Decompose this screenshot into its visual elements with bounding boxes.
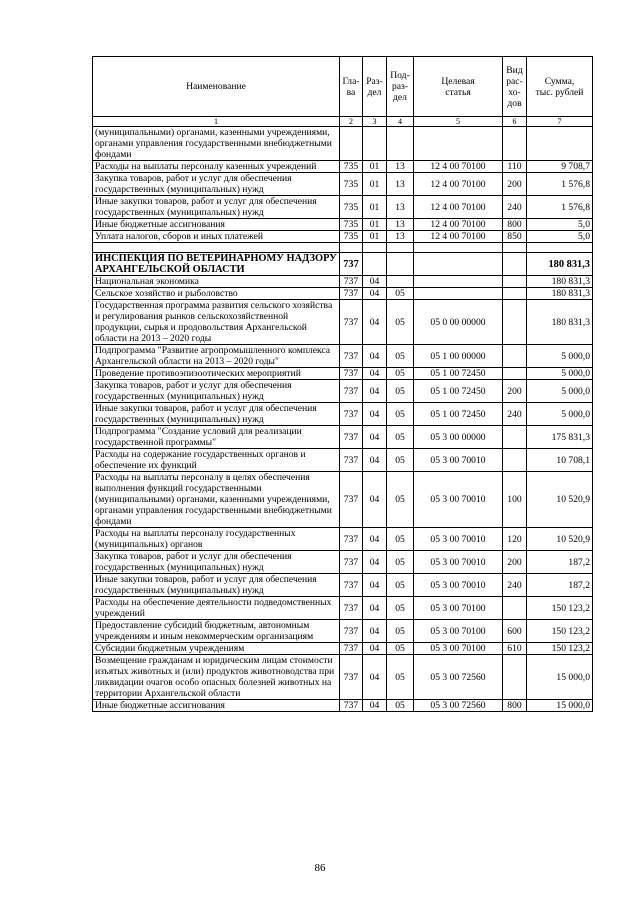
row-podrazdel: 05 [387, 403, 414, 426]
table-row [93, 643, 593, 655]
row-target: 05 3 00 72560 [414, 655, 503, 700]
row-glava: 737 [340, 368, 363, 380]
row-vid [503, 127, 527, 161]
header-podrazdel: Под- раз- дел [387, 57, 414, 117]
header-target: Целевая статья [414, 57, 503, 117]
row-podrazdel: 05 [387, 643, 414, 655]
row-podrazdel: 05 [387, 574, 414, 597]
column-number: 7 [527, 117, 593, 127]
row-vid: 200 [503, 380, 527, 403]
row-razdel: 04 [363, 700, 387, 712]
row-target: 12 4 00 70100 [414, 196, 503, 219]
table-row [93, 173, 593, 196]
table-row [93, 426, 593, 449]
row-target: 05 3 00 70100 [414, 597, 503, 620]
row-sum: 175 831,3 [527, 426, 593, 449]
row-vid: 200 [503, 551, 527, 574]
row-sum: 15 000,0 [527, 700, 593, 712]
row-target: 05 3 00 70100 [414, 643, 503, 655]
row-razdel: 04 [363, 472, 387, 528]
row-sum: 5 000,0 [527, 403, 593, 426]
row-glava: 737 [340, 380, 363, 403]
row-target: 12 4 00 70100 [414, 231, 503, 243]
table-row [93, 161, 593, 173]
row-sum: 180 831,3 [527, 253, 593, 276]
row-target: 05 3 00 00000 [414, 426, 503, 449]
row-target: 12 4 00 70100 [414, 219, 503, 231]
row-glava: 737 [340, 276, 363, 288]
row-podrazdel: 05 [387, 655, 414, 700]
row-vid: 110 [503, 161, 527, 173]
row-name: Закупка товаров, работ и услуг для обеспечения государственных (муниципальных) нужд [93, 380, 340, 403]
row-vid [503, 253, 527, 276]
table-row [93, 655, 593, 700]
row-razdel: 04 [363, 426, 387, 449]
row-razdel: 01 [363, 161, 387, 173]
row-glava: 737 [340, 528, 363, 551]
row-podrazdel: 05 [387, 597, 414, 620]
row-glava: 737 [340, 426, 363, 449]
row-name: Субсидии бюджетным учреждениям [93, 643, 340, 655]
table-row [93, 368, 593, 380]
row-name: Иные закупки товаров, работ и услуг для обеспечения государственных (муниципальных) нужд [93, 196, 340, 219]
row-glava: 737 [340, 288, 363, 300]
row-glava: 737 [340, 253, 363, 276]
row-razdel: 04 [363, 655, 387, 700]
row-vid [503, 449, 527, 472]
row-razdel: 01 [363, 173, 387, 196]
row-sum: 5 000,0 [527, 380, 593, 403]
row-target: 05 1 00 72450 [414, 403, 503, 426]
row-sum: 9 708,7 [527, 161, 593, 173]
row-razdel: 04 [363, 597, 387, 620]
row-target [414, 288, 503, 300]
row-name: Сельское хозяйство и рыболовство [93, 288, 340, 300]
table-row [93, 380, 593, 403]
row-target: 05 3 00 70100 [414, 620, 503, 643]
row-vid: 240 [503, 574, 527, 597]
budget-table [92, 56, 593, 712]
row-glava: 737 [340, 551, 363, 574]
row-razdel: 04 [363, 449, 387, 472]
row-glava [340, 127, 363, 161]
row-podrazdel: 05 [387, 551, 414, 574]
row-sum: 1 576,8 [527, 196, 593, 219]
row-name: Расходы на обеспечение деятельности подведомственных учреждений [93, 597, 340, 620]
row-name: Иные бюджетные ассигнования [93, 219, 340, 231]
row-razdel: 04 [363, 574, 387, 597]
row-razdel: 04 [363, 528, 387, 551]
row-vid [503, 345, 527, 368]
table-row [93, 127, 593, 161]
row-glava: 737 [340, 449, 363, 472]
row-target [414, 276, 503, 288]
row-vid [503, 597, 527, 620]
row-name: Национальная экономика [93, 276, 340, 288]
row-vid: 600 [503, 620, 527, 643]
column-number: 3 [363, 117, 387, 127]
table-row [93, 300, 593, 345]
row-razdel: 04 [363, 380, 387, 403]
row-sum: 150 123,2 [527, 643, 593, 655]
row-name: Государственная программа развития сельского хозяйства и регулирования рынков сельскохозяйственной продукции, сырья и продовольствия Архангельской области на 2013 – 2020 годы [93, 300, 340, 345]
row-name: Предоставление субсидий бюджетным, автономным учреждениям и иным некоммерческим организациям [93, 620, 340, 643]
row-sum: 1 576,8 [527, 173, 593, 196]
row-target: 05 1 00 72450 [414, 368, 503, 380]
row-podrazdel: 13 [387, 219, 414, 231]
row-vid: 200 [503, 173, 527, 196]
page-number: 86 [314, 862, 326, 874]
row-vid [503, 426, 527, 449]
row-sum: 180 831,3 [527, 276, 593, 288]
row-glava: 737 [340, 345, 363, 368]
row-razdel [363, 253, 387, 276]
header-vid: Вид рас- хо- дов [503, 57, 527, 117]
row-glava: 737 [340, 597, 363, 620]
table-row [93, 574, 593, 597]
row-name: Расходы на выплаты персоналу казенных учреждений [93, 161, 340, 173]
row-name: Иные бюджетные ассигнования [93, 700, 340, 712]
row-name: Расходы на выплаты персоналу государственных (муниципальных) органов [93, 528, 340, 551]
row-target [414, 243, 503, 253]
row-glava: 735 [340, 196, 363, 219]
row-name: Закупка товаров, работ и услуг для обеспечения государственных (муниципальных) нужд [93, 551, 340, 574]
row-sum [527, 127, 593, 161]
column-number: 1 [93, 117, 340, 127]
row-vid: 120 [503, 528, 527, 551]
row-vid: 610 [503, 643, 527, 655]
row-podrazdel: 05 [387, 300, 414, 345]
row-name: Иные закупки товаров, работ и услуг для обеспечения государственных (муниципальных) нужд [93, 403, 340, 426]
row-sum: 187,2 [527, 574, 593, 597]
row-podrazdel: 05 [387, 368, 414, 380]
row-target: 05 3 00 72560 [414, 700, 503, 712]
row-sum: 5,0 [527, 219, 593, 231]
row-sum: 150 123,2 [527, 620, 593, 643]
column-number: 4 [387, 117, 414, 127]
row-podrazdel [387, 127, 414, 161]
row-podrazdel: 05 [387, 700, 414, 712]
row-sum: 180 831,3 [527, 300, 593, 345]
row-vid [503, 368, 527, 380]
row-razdel: 04 [363, 345, 387, 368]
row-razdel: 04 [363, 300, 387, 345]
table-row [93, 597, 593, 620]
table-row [93, 196, 593, 219]
row-razdel [363, 127, 387, 161]
header-row [93, 57, 593, 117]
row-glava: 735 [340, 173, 363, 196]
row-target: 05 3 00 70010 [414, 472, 503, 528]
row-vid: 800 [503, 219, 527, 231]
table-row [93, 700, 593, 712]
row-target [414, 253, 503, 276]
row-glava: 737 [340, 643, 363, 655]
row-vid [503, 655, 527, 700]
row-target: 12 4 00 70100 [414, 173, 503, 196]
row-vid [503, 288, 527, 300]
row-razdel: 04 [363, 288, 387, 300]
row-razdel [363, 243, 387, 253]
row-razdel: 01 [363, 196, 387, 219]
row-podrazdel: 13 [387, 173, 414, 196]
row-razdel: 01 [363, 231, 387, 243]
table-row [93, 472, 593, 528]
row-vid: 240 [503, 403, 527, 426]
row-target: 05 1 00 00000 [414, 345, 503, 368]
table-row [93, 276, 593, 288]
row-vid [503, 276, 527, 288]
row-name: (муниципальными) органами, казенными учреждениями, органами управления государственными внебюджетными фондами [93, 127, 340, 161]
row-glava: 737 [340, 700, 363, 712]
table-row [93, 253, 593, 276]
row-glava: 737 [340, 300, 363, 345]
row-name: Возмещение гражданам и юридическим лицам стоимости изъятых животных и (или) продуктов животноводства при ликвидации очагов особо опасных болезней животных на территории Архангельской области [93, 655, 340, 700]
row-sum: 5 000,0 [527, 368, 593, 380]
row-target [414, 127, 503, 161]
row-sum: 187,2 [527, 551, 593, 574]
row-razdel: 04 [363, 276, 387, 288]
row-glava: 737 [340, 574, 363, 597]
row-target: 05 0 00 00000 [414, 300, 503, 345]
row-sum: 10 520,9 [527, 472, 593, 528]
row-sum: 5 000,0 [527, 345, 593, 368]
row-podrazdel [387, 253, 414, 276]
table-row [93, 288, 593, 300]
table-row [93, 345, 593, 368]
row-target: 05 3 00 70010 [414, 449, 503, 472]
row-razdel: 01 [363, 219, 387, 231]
header-name: Наименование [93, 57, 340, 117]
row-vid: 100 [503, 472, 527, 528]
row-glava: 735 [340, 161, 363, 173]
row-sum [527, 243, 593, 253]
row-target: 05 3 00 70010 [414, 528, 503, 551]
row-razdel: 04 [363, 620, 387, 643]
row-podrazdel: 05 [387, 380, 414, 403]
row-sum: 15 000,0 [527, 655, 593, 700]
table-row [93, 243, 593, 253]
row-glava: 735 [340, 231, 363, 243]
row-razdel: 04 [363, 403, 387, 426]
column-number: 5 [414, 117, 503, 127]
row-sum: 10 708,1 [527, 449, 593, 472]
row-target: 05 1 00 72450 [414, 380, 503, 403]
row-podrazdel [387, 276, 414, 288]
table-row [93, 219, 593, 231]
row-name: Подпрограмма "Создание условий для реализации государственной программы" [93, 426, 340, 449]
row-podrazdel [387, 243, 414, 253]
row-vid [503, 243, 527, 253]
row-podrazdel: 13 [387, 196, 414, 219]
row-sum: 5,0 [527, 231, 593, 243]
row-podrazdel: 05 [387, 345, 414, 368]
row-sum: 150 123,2 [527, 597, 593, 620]
row-podrazdel: 05 [387, 528, 414, 551]
row-glava: 737 [340, 403, 363, 426]
column-number: 6 [503, 117, 527, 127]
row-vid: 240 [503, 196, 527, 219]
row-target: 12 4 00 70100 [414, 161, 503, 173]
row-razdel: 04 [363, 643, 387, 655]
row-vid [503, 300, 527, 345]
row-name: Иные закупки товаров, работ и услуг для обеспечения государственных (муниципальных) нужд [93, 574, 340, 597]
row-razdel: 04 [363, 368, 387, 380]
row-razdel: 04 [363, 551, 387, 574]
header-sum: Сумма, тыс. рублей [527, 57, 593, 117]
row-glava: 735 [340, 219, 363, 231]
row-name: ИНСПЕКЦИЯ ПО ВЕТЕРИНАРНОМУ НАДЗОРУ АРХАНГЕЛЬСКОЙ ОБЛАСТИ [93, 253, 340, 276]
row-name: Проведение противоэпизоотических мероприятий [93, 368, 340, 380]
row-glava [340, 243, 363, 253]
row-name: Уплата налогов, сборов и иных платежей [93, 231, 340, 243]
row-podrazdel: 05 [387, 449, 414, 472]
table-row [93, 528, 593, 551]
row-glava: 737 [340, 620, 363, 643]
table-row [93, 449, 593, 472]
row-podrazdel: 05 [387, 426, 414, 449]
table-body [93, 127, 593, 712]
table-row [93, 231, 593, 243]
row-name: Закупка товаров, работ и услуг для обеспечения государственных (муниципальных) нужд [93, 173, 340, 196]
header-razdel: Раз- дел [363, 57, 387, 117]
row-name: Расходы на выплаты персоналу в целях обеспечения выполнения функций государственными (муниципальными) органами, казенными учреждениями, органами управления государственными внебюджетными фондами [93, 472, 340, 528]
row-podrazdel: 13 [387, 231, 414, 243]
row-glava: 737 [340, 655, 363, 700]
row-podrazdel: 05 [387, 288, 414, 300]
row-podrazdel: 13 [387, 161, 414, 173]
row-target: 05 3 00 70010 [414, 574, 503, 597]
row-target: 05 3 00 70010 [414, 551, 503, 574]
row-vid: 800 [503, 700, 527, 712]
row-sum: 10 520,9 [527, 528, 593, 551]
table-row [93, 620, 593, 643]
row-sum: 180 831,3 [527, 288, 593, 300]
row-podrazdel: 05 [387, 472, 414, 528]
column-number: 2 [340, 117, 363, 127]
row-name: Расходы на содержание государственных органов и обеспечение их функций [93, 449, 340, 472]
table-row [93, 551, 593, 574]
row-podrazdel: 05 [387, 620, 414, 643]
row-glava: 737 [340, 472, 363, 528]
header-glava: Гла- ва [340, 57, 363, 117]
column-number-row [93, 117, 593, 127]
row-vid: 850 [503, 231, 527, 243]
row-name [93, 243, 340, 253]
table-row [93, 403, 593, 426]
row-name: Подпрограмма "Развитие агропромышленного комплекса Архангельской области на 2013 – 2020 годы" [93, 345, 340, 368]
